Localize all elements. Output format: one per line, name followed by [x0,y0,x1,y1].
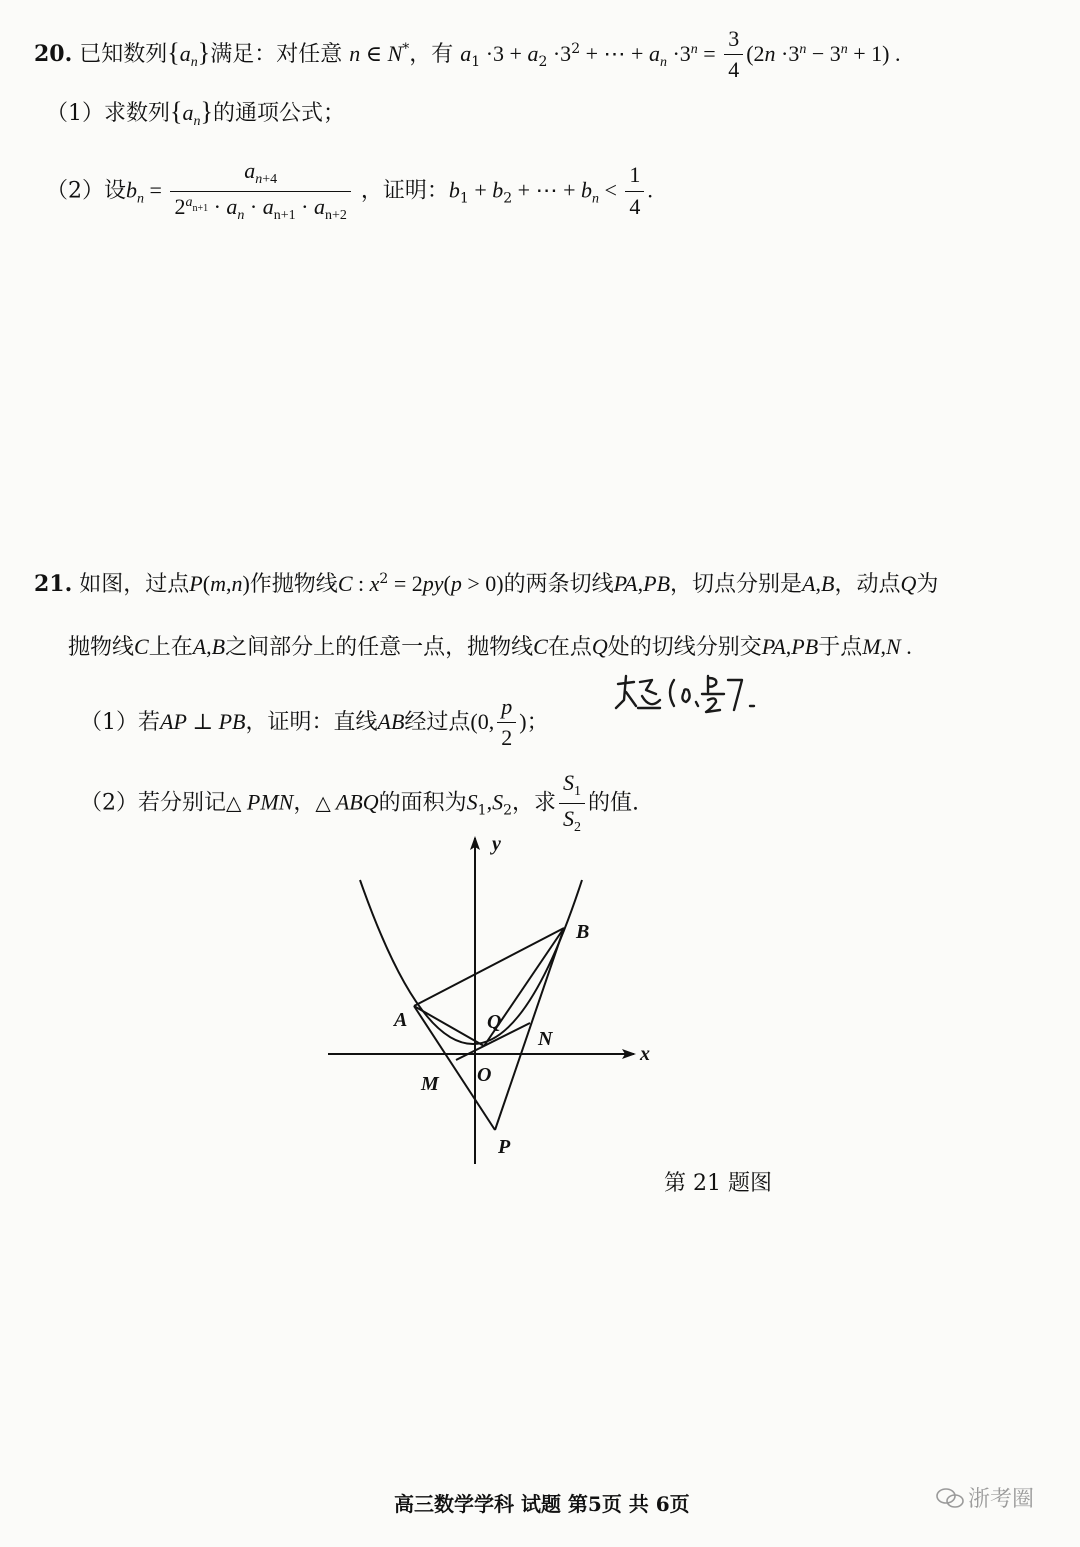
handwritten-note [612,670,762,716]
label-y: y [492,833,501,855]
label-O: O [477,1064,492,1086]
label-x: x [640,1043,650,1065]
label-Q: Q [487,1011,502,1033]
q21-part1: （1）若AP ⊥ PB，证明：直线AB经过点(0, $\frac{p}{2}$ )； [80,694,549,751]
label-M: M [421,1073,439,1095]
q20-bn-fraction: $\frac{a_{n+4}}{2^{a_{n+1}} \cdot a_n \cdot a_{n+1} \cdot a_{n+2}}$ [170,158,350,225]
q21-part2: （2）若分别记△ PMN，△ ABQ的面积为$S_1,S_2$，求 $\frac{S_1}{S_2}$ 的值. [80,770,640,835]
segment-AQ [414,1006,484,1046]
watermark-text: 浙考圈 [968,1487,1035,1512]
figure-caption: 第 21 题图 [664,1171,772,1196]
label-N: N [538,1028,553,1050]
q20-part1: （1）求数列$\{a_n\}$的通项公式； [46,97,345,129]
q20-part2: （2）设$b_n$ = $\frac{a_{n+4}}{2^{a_{n+1}} \cdot a_n \cdot a_{n+1} \cdot a_{n+2}}$ ，证明：$b_1 + b_2$ + ⋯ + $b_n$ < $\frac{1}{4}$ . [46,158,653,223]
parabola-figure [320,828,660,1173]
label-A: A [394,1009,408,1031]
q21-number: 21. [34,571,73,597]
q20-stem: 20. 已知数列$\{a_n\}$满足：对任意 n ∈ N*，有 $a_1 \cdot 3 + a_2 \cdot 3^2$ + ⋯ + $a_n \cdot 3^n$ = $\frac{3}{4}$ $(2n \cdot 3^n - 3^n + 1)$ . [34,26,901,83]
q20-number: 20. [34,40,73,67]
q21-stem-line2: 抛物线C上在A,B之间部分上的任意一点，抛物线C在点Q处的切线分别交PA,PB于点M,N . [68,634,912,660]
wechat-icon [935,1486,965,1510]
q21-stem: 21. 如图，过点P(m,n)作抛物线C : $x^2 = 2py(p > 0)$的两条切线PA,PB，切点分别是A,B，动点Q为 [34,571,939,597]
label-B: B [576,921,590,943]
label-P: P [498,1136,511,1158]
page-footer: 高三数学学科 试题 第5页 共 6页 [394,1492,690,1516]
